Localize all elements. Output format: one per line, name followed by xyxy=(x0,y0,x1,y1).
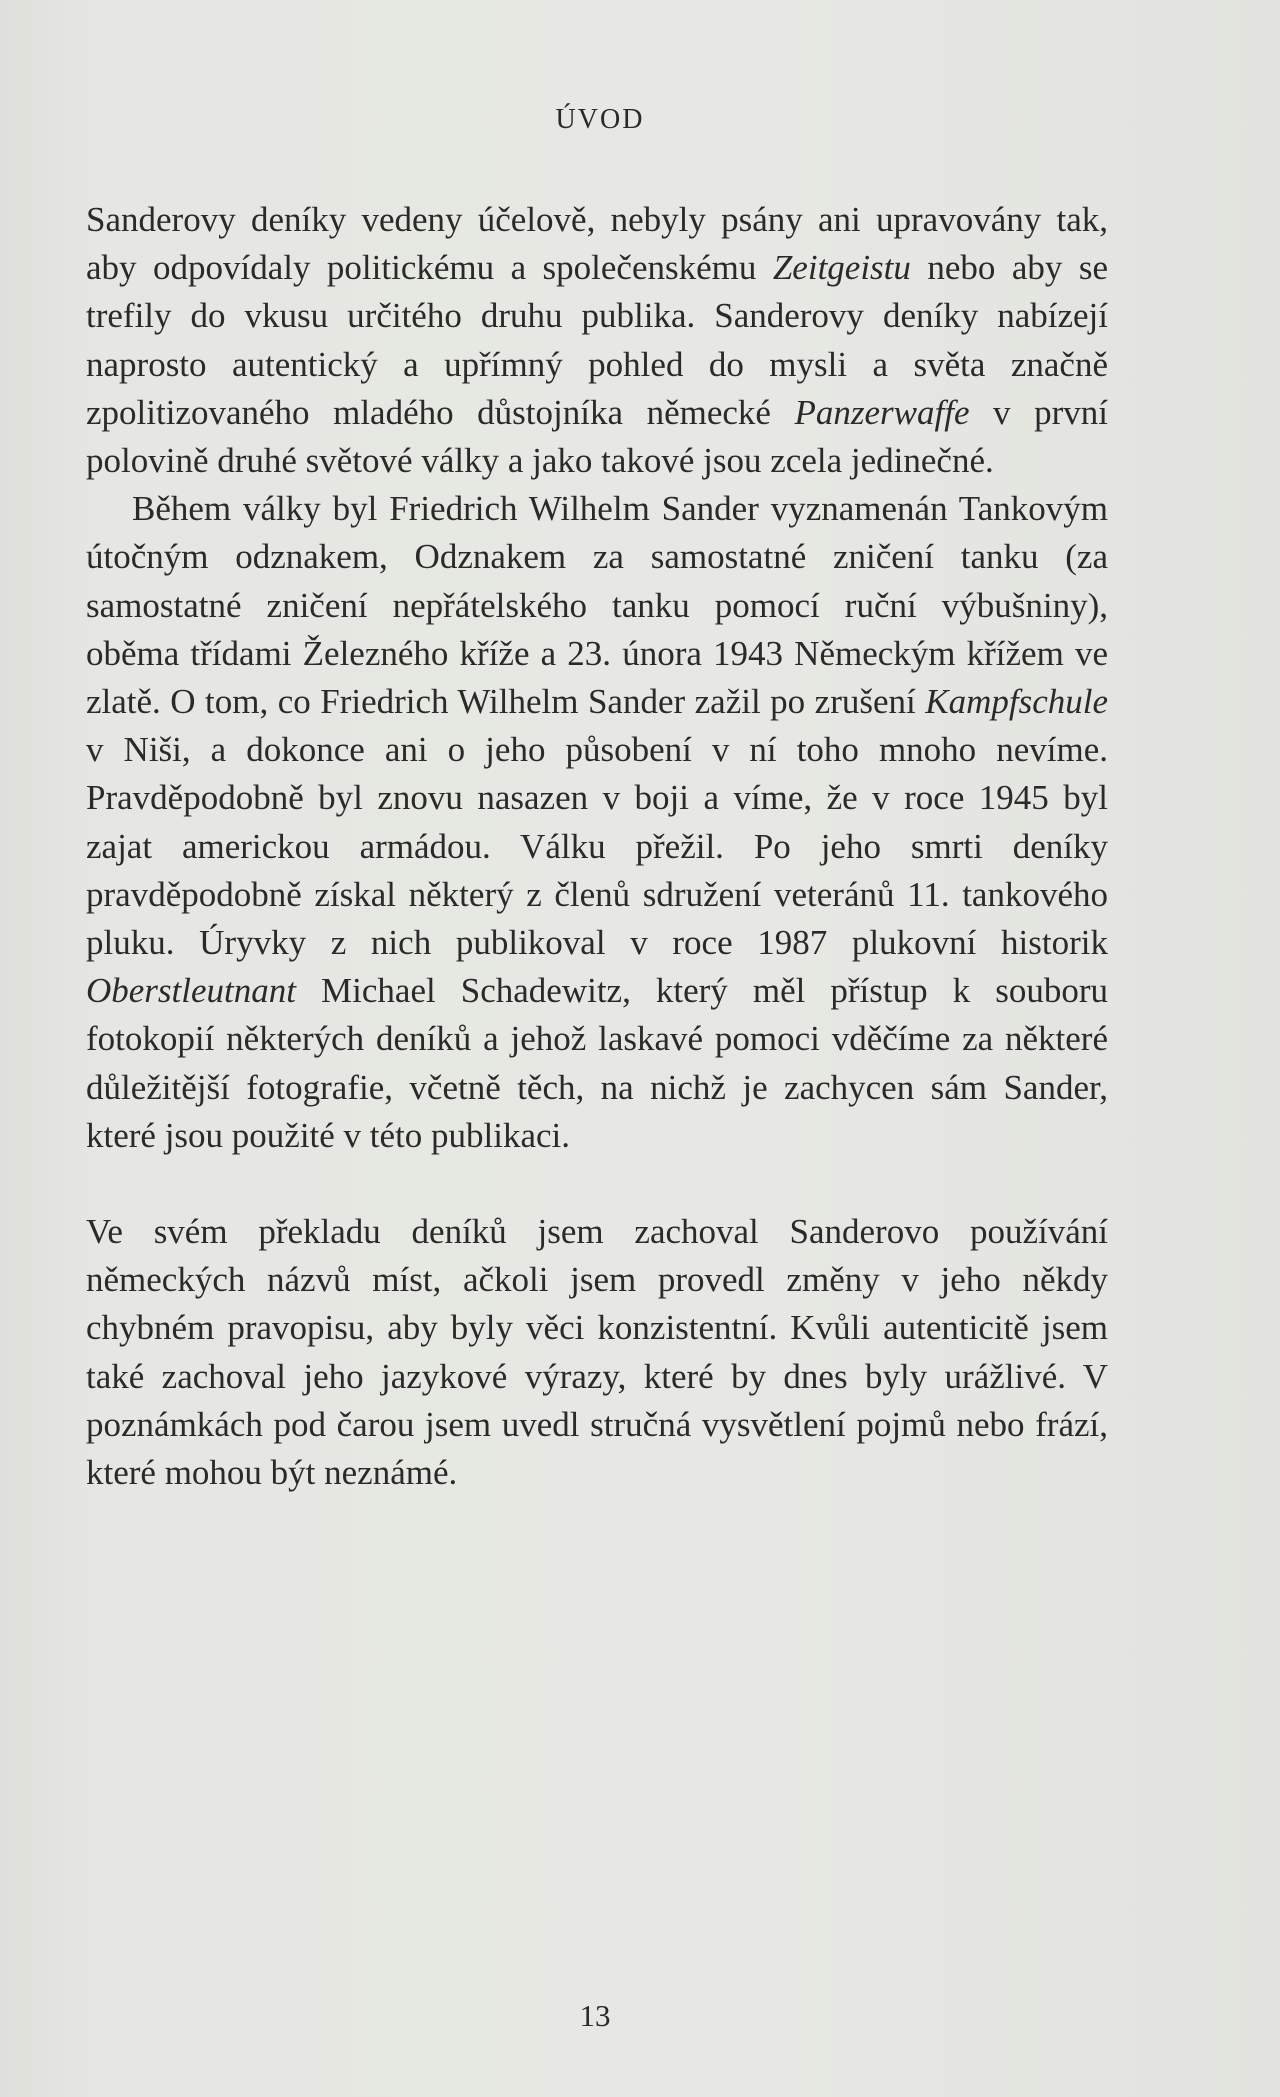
text-segment: v první polovině druhé světové války a jako takové jsou zcela jedinečné. xyxy=(86,392,1108,481)
italic-term-oberstleutnant: Oberstleutnant xyxy=(86,971,296,1011)
text-segment: Sanderovy deníky vedeny účelově, nebyly psány ani upravovány tak, aby odpovídaly politickému a společenskému xyxy=(86,200,1108,288)
paragraph-1 xyxy=(86,196,1108,485)
italic-term-kampfschule: Kampfschule xyxy=(925,682,1108,722)
body-text xyxy=(86,196,1108,1497)
italic-term-panzerwaffe: Panzerwaffe xyxy=(794,392,970,432)
paragraph-3 xyxy=(86,1208,1108,1497)
paragraph-2 xyxy=(86,485,1108,1160)
page-number: 13 xyxy=(579,1998,611,2033)
running-head: ÚVOD xyxy=(555,104,645,135)
text-segment: Ve svém překladu deníků jsem zachoval Sanderovo používání německých názvů míst, ačkoli jsem provedl změny v jeho někdy chybném pravopisu, aby byly věci konzistentní. Kvůli autenticitě jsem také zachoval jeho jazykové výrazy, které by dnes byly urážlivé. V poznámkách pod čarou jsem uvedl stručná vysvětlení pojmů nebo frází, které mohou být neznámé. xyxy=(86,1212,1108,1493)
text-segment: Během války byl Friedrich Wilhelm Sander vyznamenán Tankovým útočným odznakem, Odznakem za samostatné zničení tanku (za samostatné zničení nepřátelského tanku pomocí ruční výbušniny), oběma třídami Železného kříže a 23. února 1943 Německým křížem ve zlatě. O tom, co Friedrich Wilhelm Sander zažil po zrušení xyxy=(86,489,1108,722)
text-segment: v Niši, a dokonce ani o jeho působení v ní toho mnoho nevíme. Pravděpodobně byl znovu nasazen v boji a víme, že v roce 1945 byl zajat americkou armádou. Válku přežil. Po jeho smrti deníky pravděpodobně získal některý z členů sdružení veteránů 11. tankového pluku. Úryvky z nich publikoval v roce 1987 plukovní historik xyxy=(86,730,1108,963)
text-segment: nebo aby se trefily do vkusu určitého druhu publika. Sanderovy deníky nabízejí naprosto autentický a upřímný pohled do mysli a světa značně zpolitizovaného mladého důstojníka německé xyxy=(86,248,1108,432)
italic-term-zeitgeistu: Zeitgeistu xyxy=(772,248,911,288)
text-segment: Michael Schadewitz, který měl přístup k souboru fotokopií některých deníků a jehož laskavé pomoci vděčíme za některé důležitější fotografie, včetně těch, na nichž je zachycen sám Sander, které jsou použité v této publikaci. xyxy=(86,971,1108,1155)
